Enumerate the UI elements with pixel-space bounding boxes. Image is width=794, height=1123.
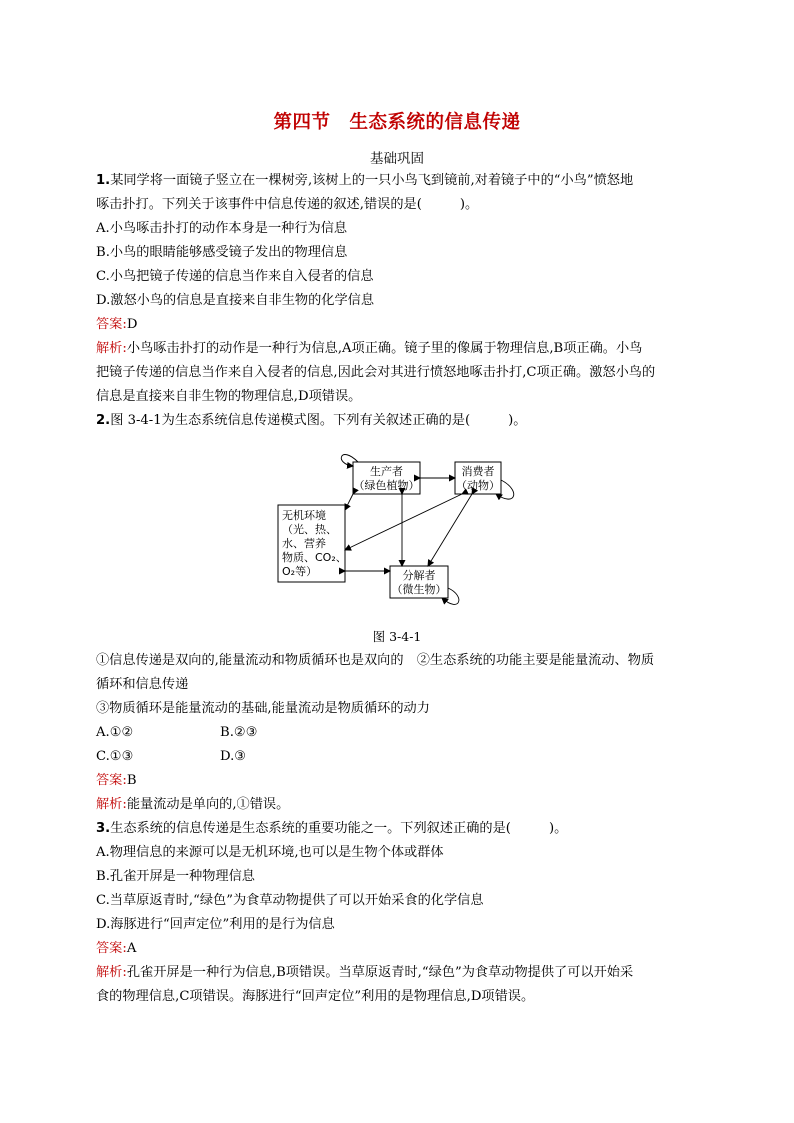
figure-caption: 图 3-4-1 [372, 629, 422, 644]
q1-analysis-line2: 把镜子传递的信息当作来自入侵者的信息,因此会对其进行愤怒地啄击扑打,C项正确。激怒小鸟的 [96, 365, 656, 380]
environment-label: 无机环境 [282, 509, 326, 522]
consumer-sublabel: （动物） [456, 479, 500, 492]
producer-label: 生产者 [370, 465, 403, 478]
q3-answer-label: 答案: [96, 941, 127, 956]
q3-stem-line [96, 820, 567, 838]
q2-option-b: B.②③ [220, 725, 258, 740]
q1-option-c: C.小鸟把镜子传递的信息当作来自入侵者的信息 [96, 269, 374, 284]
q3-option-d: D.海豚进行“回声定位”利用的是行为信息 [96, 917, 335, 932]
q1-stem-line2 [96, 196, 478, 214]
environment-line5: O₂等） [282, 565, 318, 578]
arrow-consumer-decomposer [428, 494, 472, 566]
q3-answer-value: A [126, 941, 137, 956]
q1-analysis-label: 解析: [96, 341, 127, 356]
q1-stem-text2: 啄击扑打。下列关于该事件中信息传递的叙述,错误的是( [96, 197, 422, 212]
q2-option-a: A.①② [96, 725, 134, 740]
q1-option-b: B.小鸟的眼睛能够感受镜子发出的物理信息 [96, 245, 348, 260]
q2-option-c: C.①③ [96, 749, 134, 764]
q1-answer-label: 答案: [96, 317, 127, 332]
q1-answer [96, 316, 137, 334]
page-title: 第四节 生态系统的信息传递 [273, 112, 521, 133]
q3-option-c: C.当草原返青时,“绿色”为食草动物提供了可以开始采食的化学信息 [96, 893, 484, 908]
q2-stem-line [96, 412, 526, 430]
q1-stem-text1: 某同学将一面镜子竖立在一棵树旁,该树上的一只小鸟飞到镜前,对着镜子中的“小鸟”愤怒地 [110, 173, 634, 188]
q2-statement-line3: ③物质循环是能量流动的基础,能量流动是物质循环的动力 [96, 701, 430, 716]
q3-option-b: B.孔雀开屏是一种物理信息 [96, 869, 255, 884]
q2-number: 2. [96, 413, 111, 428]
q1-number: 1. [96, 173, 111, 188]
q3-analysis-line2: 食的物理信息,C项错误。海豚进行“回声定位”利用的是物理信息,D项错误。 [96, 989, 535, 1004]
arrow-consumer-environment [345, 494, 462, 550]
q2-answer-label: 答案: [96, 773, 127, 788]
q1-analysis-text1: 小鸟啄击扑打的动作是一种行为信息,A项正确。镜子里的像属于物理信息,B项正确。小鸟 [126, 341, 643, 356]
q1-option-d: D.激怒小鸟的信息是直接来自非生物的化学信息 [96, 293, 375, 308]
q2-stem-text-end: )。 [508, 413, 527, 428]
ecosystem-info-diagram [270, 440, 520, 615]
producer-sublabel: （绿色植物） [353, 479, 420, 492]
q1-analysis-line1 [96, 340, 642, 358]
decomposer-sublabel: （微生物） [391, 583, 447, 596]
q1-stem-text3: )。 [459, 197, 479, 212]
arrow-producer-environment [345, 494, 353, 510]
environment-line3: 水、营养 [282, 537, 326, 550]
q2-option-d: D.③ [220, 749, 247, 764]
decomposer-label: 分解者 [402, 569, 436, 582]
q2-statement-line2: 循环和信息传递 [96, 677, 189, 692]
q3-stem-text-end: )。 [548, 821, 568, 836]
q2-analysis-text1: 能量流动是单向的,①错误。 [126, 797, 290, 812]
q1-stem-line1 [96, 172, 633, 190]
environment-line4: 物质、CO₂、 [282, 551, 347, 564]
q2-answer [96, 772, 137, 790]
q1-option-a: A.小鸟啄击扑打的动作本身是一种行为信息 [96, 221, 348, 236]
q2-analysis-line1 [96, 796, 289, 814]
q3-answer [96, 940, 136, 958]
q3-option-a: A.物理信息的来源可以是无机环境,也可以是生物个体或群体 [96, 845, 444, 860]
q3-analysis-text1: 孔雀开屏是一种行为信息,B项错误。当草原返青时,“绿色”为食草动物提供了可以开始采 [126, 965, 634, 980]
q2-analysis-label: 解析: [96, 797, 127, 812]
q3-analysis-label: 解析: [96, 965, 127, 980]
q3-analysis-line1 [96, 964, 633, 982]
consumer-label: 消费者 [461, 465, 495, 478]
q2-stem-text: 图 3-4-1为生态系统信息传递模式图。下列有关叙述正确的是( [110, 413, 471, 428]
q3-number: 3. [96, 821, 111, 836]
q1-answer-value: D [126, 317, 138, 332]
q2-statement-line1: ①信息传递是双向的,能量流动和物质循环也是双向的 ②生态系统的功能主要是能量流动、物质 [96, 653, 655, 668]
environment-line2: （光、热、 [282, 523, 337, 536]
q3-stem-text: 生态系统的信息传递是生态系统的重要功能之一。下列叙述正确的是( [110, 821, 511, 836]
q1-analysis-line3: 信息是直接来自非生物的物理信息,D项错误。 [96, 389, 362, 404]
section-heading: 基础巩固 [370, 151, 424, 167]
q2-answer-value: B [126, 773, 137, 788]
